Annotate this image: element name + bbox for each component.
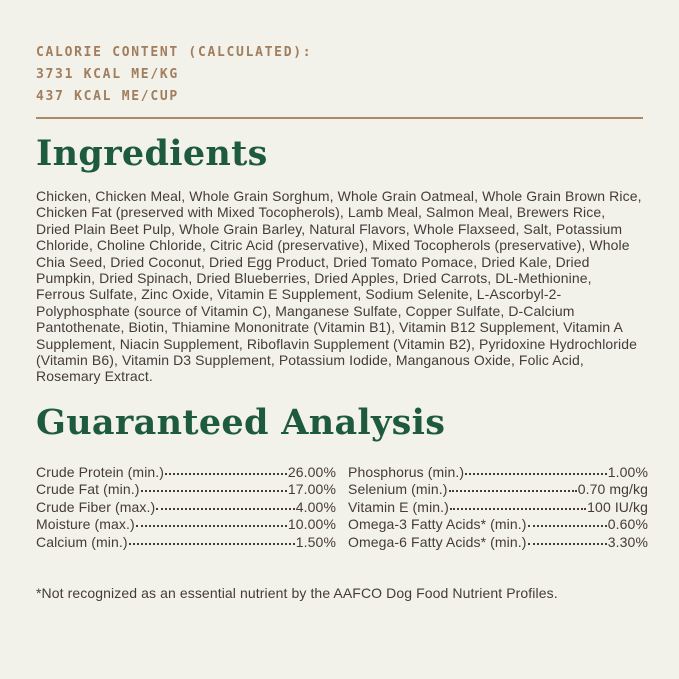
nutrient-value: 4.00% bbox=[295, 498, 336, 515]
analysis-row-crude-fat bbox=[36, 481, 336, 499]
ingredients-text: Chicken, Chicken Meal, Whole Grain Sorghum, Whole Grain Oatmeal, Whole Grain Brown Rice, Chicken Fat (preserved with Mixed Tocopherols), Lamb Meal, Salmon Meal, Brewers Rice, Dried Plain Beet Pulp, Whole Grain Barley, Natural Flavors, Whole Flaxseed, Salt, Potassium Chloride, Choline Chloride, Citric Acid (preservative), Mixed Tocopherols (preservative), Whole Chia Seed, Dried Coconut, Dried Egg Product, Dried Tomato Pomace, Dried Kale, Dried Pumpkin, Dried Spinach, Dried Blueberries, Dried Apples, Dried Carrots, DL-Methionine, Ferrous Sulfate, Zinc Oxide, Vitamin E Supplement, Sodium Selenite, L-Ascorbyl-2-Polyphosphate (source of Vitamin C), Manganese Sulfate, Copper Sulfate, D-Calcium Pantothenate, Biotin, Thiamine Mononitrate (Vitamin B1), Vitamin B12 Supplement, Vitamin A Supplement, Niacin Supplement, Riboflavin Supplement (Vitamin B2), Pyridoxine Hydrochloride (Vitamin B6), Vitamin D3 Supplement, Potassium Iodide, Manganous Oxide, Folic Acid, Rosemary Extract. bbox=[36, 188, 642, 385]
guaranteed-analysis-left-column bbox=[36, 464, 336, 552]
analysis-row-omega-3 bbox=[348, 516, 648, 534]
nutrient-label: Omega-3 Fatty Acids* (min.) bbox=[348, 516, 527, 533]
nutrient-value: 1.00% bbox=[607, 463, 648, 480]
dot-leader bbox=[136, 525, 287, 527]
nutrient-value: 0.70 mg/kg bbox=[577, 481, 648, 498]
nutrient-label: Crude Protein (min.) bbox=[36, 463, 165, 480]
nutrient-value: 100 IU/kg bbox=[587, 498, 648, 515]
calorie-kcal-per-cup: 437 KCAL ME/CUP bbox=[36, 89, 179, 104]
nutrient-value: 0.60% bbox=[607, 516, 648, 533]
dot-leader bbox=[449, 490, 577, 492]
ingredients-heading: Ingredients bbox=[36, 133, 268, 174]
dot-leader bbox=[465, 473, 607, 475]
dot-leader bbox=[528, 525, 607, 527]
guaranteed-analysis-table bbox=[36, 464, 648, 552]
nutrient-label: Moisture (max.) bbox=[36, 516, 135, 533]
nutrient-value: 17.00% bbox=[287, 481, 336, 498]
guaranteed-analysis-right-column bbox=[348, 464, 648, 552]
nutrient-label: Crude Fiber (max.) bbox=[36, 498, 156, 515]
analysis-row-crude-protein bbox=[36, 464, 336, 482]
dot-leader bbox=[156, 508, 295, 510]
analysis-row-crude-fiber bbox=[36, 499, 336, 517]
nutrient-value: 10.00% bbox=[287, 516, 336, 533]
calorie-kcal-per-kg: 3731 KCAL ME/KG bbox=[36, 67, 179, 82]
nutrient-value: 1.50% bbox=[295, 533, 336, 550]
nutrient-value: 26.00% bbox=[287, 463, 336, 480]
analysis-row-moisture bbox=[36, 516, 336, 534]
analysis-row-omega-6 bbox=[348, 534, 648, 552]
nutrient-label: Omega-6 Fatty Acids* (min.) bbox=[348, 533, 527, 550]
dot-leader bbox=[141, 490, 287, 492]
section-divider bbox=[36, 117, 643, 119]
analysis-row-vitamin-e bbox=[348, 499, 648, 517]
calorie-content-heading: CALORIE CONTENT (CALCULATED): bbox=[36, 45, 313, 60]
nutrient-label: Calcium (min.) bbox=[36, 533, 128, 550]
dot-leader bbox=[129, 543, 295, 545]
guaranteed-analysis-heading: Guaranteed Analysis bbox=[36, 401, 446, 443]
dot-leader bbox=[165, 473, 287, 475]
calorie-content-section bbox=[36, 42, 648, 108]
dot-leader bbox=[450, 508, 586, 510]
nutrient-label: Crude Fat (min.) bbox=[36, 481, 140, 498]
dot-leader bbox=[528, 543, 607, 545]
analysis-row-selenium bbox=[348, 481, 648, 499]
aafco-footnote: *Not recognized as an essential nutrient by the AAFCO Dog Food Nutrient Profiles. bbox=[36, 585, 558, 602]
analysis-row-calcium bbox=[36, 534, 336, 552]
nutrient-label: Phosphorus (min.) bbox=[348, 463, 465, 480]
nutrient-value: 3.30% bbox=[607, 533, 648, 550]
nutrient-label: Vitamin E (min.) bbox=[348, 498, 449, 515]
analysis-row-phosphorus bbox=[348, 464, 648, 482]
nutrient-label: Selenium (min.) bbox=[348, 481, 448, 498]
